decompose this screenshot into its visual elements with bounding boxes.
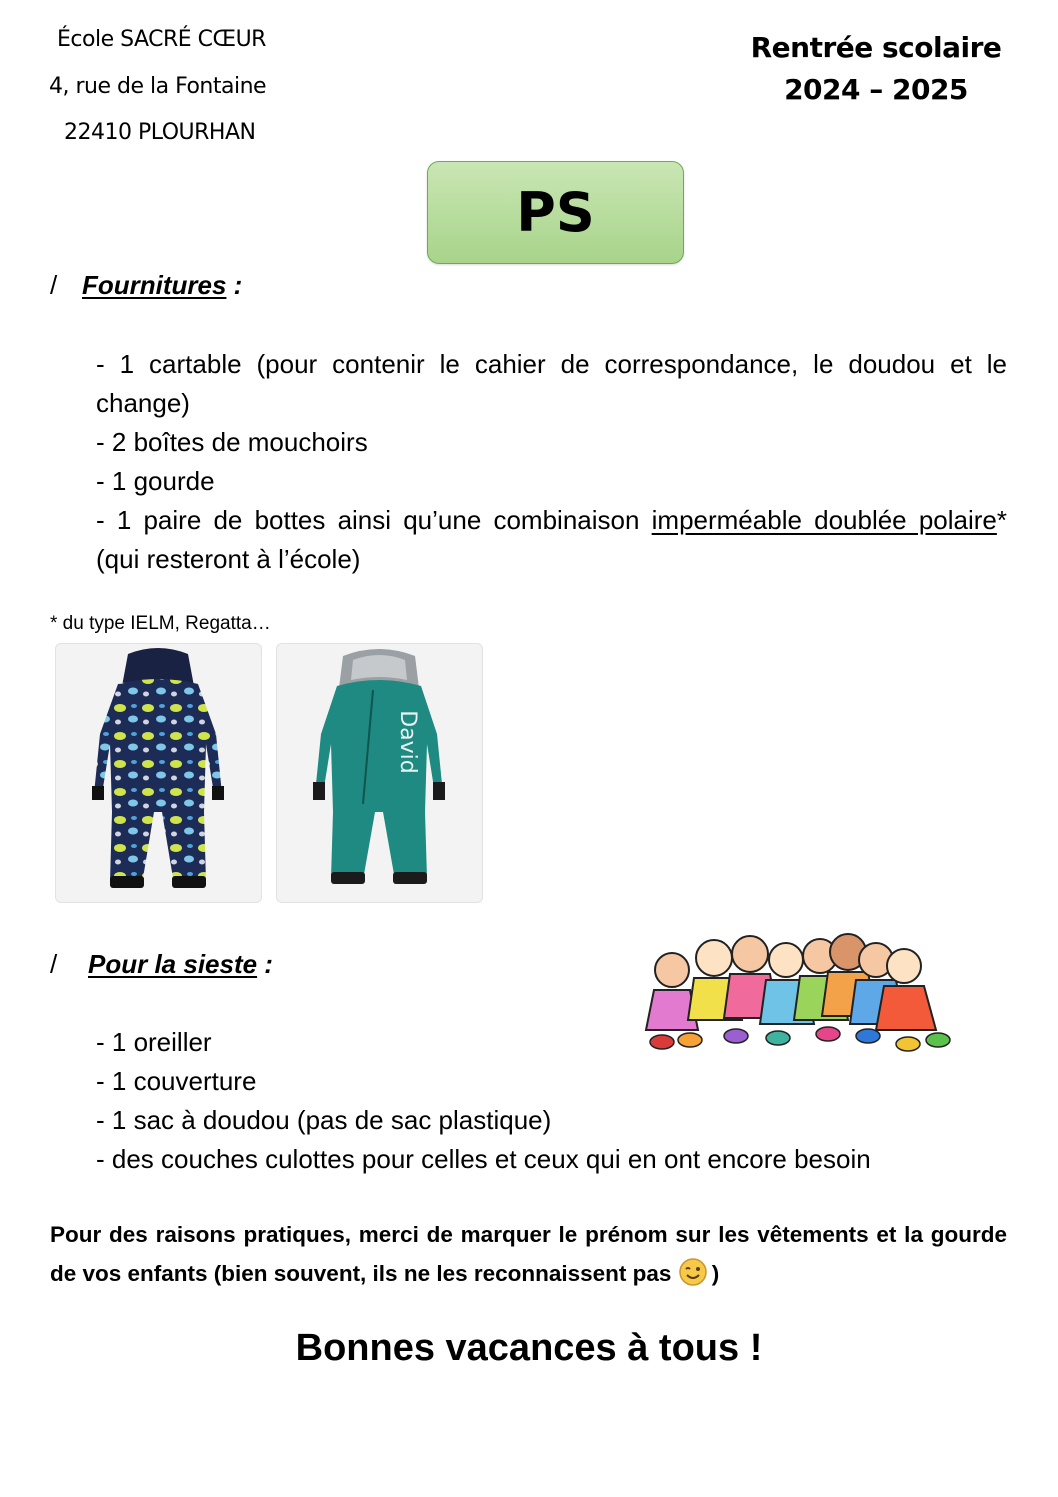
- school-year-line1: Rentrée scolaire: [750, 31, 1002, 64]
- school-name: École SACRÉ CŒUR: [57, 27, 266, 52]
- snowsuit-photo-dinosaur: [55, 643, 262, 903]
- closing-message: Bonnes vacances à tous !: [295, 1327, 763, 1369]
- nap-colon: :: [257, 949, 273, 979]
- nap-bullet: /: [50, 949, 58, 979]
- nap-list: [96, 1023, 871, 1179]
- list-item: - des couches culottes pour celles et ceux qui en ont encore besoin: [96, 1144, 871, 1174]
- list-item: - 1 sac à doudou (pas de sac plastique): [96, 1105, 552, 1135]
- nap-title: Pour la sieste: [88, 949, 258, 979]
- list-item: [96, 501, 1007, 579]
- school-year-line2: 2024 – 2025: [784, 73, 968, 106]
- list-item-text: * (qui resteront à l’école): [96, 505, 1007, 574]
- supplies-colon: :: [226, 270, 243, 300]
- list-item: - 2 boîtes de mouchoirs: [96, 427, 368, 457]
- snowsuit-photo-teal: [276, 643, 483, 903]
- supplies-bullet: /: [50, 270, 58, 300]
- snowsuit-teal-illustration: [277, 644, 482, 902]
- nap-heading: [50, 949, 273, 980]
- school-street: 4, rue de la Fontaine: [49, 74, 267, 99]
- supplies-title: Fournitures: [82, 270, 227, 300]
- supplies-heading: [50, 270, 242, 301]
- school-city: 22410 PLOURHAN: [64, 120, 256, 145]
- underlined-text: imperméable doublée polaire: [651, 505, 997, 535]
- list-item: - 1 gourde: [96, 466, 215, 496]
- photo-name-label: David: [395, 710, 420, 774]
- reminder-text: Pour des raisons pratiques, merci de marquer le prénom sur les vêtements et la gourde de vos enfants (bien souvent, ils ne les reconnaissent pas: [50, 1222, 1007, 1286]
- reminder-paragraph: [50, 1215, 1007, 1299]
- footnote: * du type IELM, Regatta…: [50, 613, 271, 634]
- list-item-text: - 1 paire de bottes ainsi qu’une combinaison: [96, 505, 652, 535]
- class-label: PS: [516, 181, 595, 244]
- reminder-end: ): [711, 1261, 720, 1286]
- list-item: - 1 couverture: [96, 1066, 257, 1096]
- list-item: - 1 cartable (pour contenir le cahier de correspondance, le doudou et le change): [96, 349, 1007, 418]
- wink-emoji-icon: [678, 1257, 708, 1299]
- snowsuit-dinosaur-illustration: [56, 644, 261, 902]
- supplies-list: [96, 345, 1007, 579]
- class-badge: [427, 161, 684, 264]
- list-item: - 1 oreiller: [96, 1027, 212, 1057]
